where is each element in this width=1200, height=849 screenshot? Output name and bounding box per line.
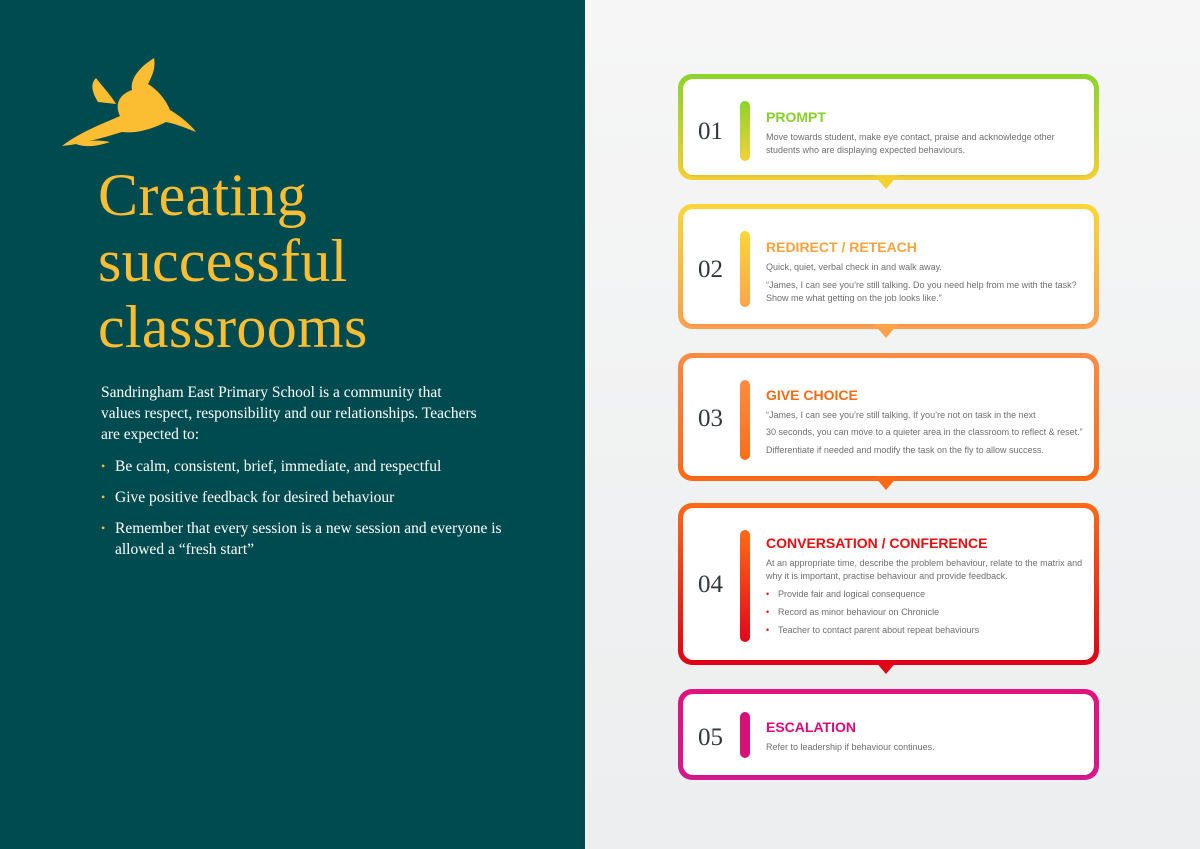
bullet-dot-icon: •: [766, 625, 770, 635]
step-pointer: [874, 476, 898, 490]
step-title: ESCALATION: [766, 719, 856, 735]
step-title: GIVE CHOICE: [766, 387, 858, 403]
step-number: 03: [698, 405, 723, 432]
bullet-dot-icon: •: [101, 459, 106, 473]
step-number: 02: [698, 256, 723, 283]
step-number: 04: [698, 571, 723, 598]
step-number: 05: [698, 724, 723, 751]
list-item: [766, 606, 1084, 619]
step-card-conversation: [678, 503, 1099, 665]
step-card-escalation: [678, 689, 1099, 780]
title-line: classrooms: [98, 294, 368, 360]
step-accent-bar: [740, 712, 750, 758]
intro-text: Sandringham East Primary School is a community that values respect, responsibility and our relationships. Teachers are expected to:: [101, 384, 477, 443]
step-card-redirect: [678, 204, 1099, 329]
list-item: [101, 456, 521, 477]
step-text: Differentiate if needed and modify the task on the fly to allow success.: [766, 445, 1044, 455]
bullet-dot-icon: •: [766, 607, 770, 617]
step-text: Move towards student, make eye contact, praise and acknowledge other students who are displaying expected behaviours.: [766, 132, 1055, 155]
step-title: REDIRECT / RETEACH: [766, 239, 917, 255]
bullet-dot-icon: •: [101, 490, 106, 504]
step-sub-list: [766, 588, 1084, 637]
step-title: CONVERSATION / CONFERENCE: [766, 535, 988, 551]
step-card-give-choice: [678, 353, 1099, 481]
step-accent-bar: [740, 530, 750, 642]
step-pointer: [874, 660, 898, 674]
step-card-prompt: [678, 74, 1099, 180]
list-item-text: Record as minor behaviour on Chronicle: [778, 607, 940, 617]
list-item-text: Teacher to contact parent about repeat behaviours: [778, 625, 980, 635]
list-item: [101, 487, 521, 508]
step-text: “James, I can see you’re still talking. Do you need help from me with the task? Show me what getting on the job looks like.”: [766, 280, 1077, 303]
step-text: Refer to leadership if behaviour continues.: [766, 742, 935, 752]
bullet-dot-icon: •: [101, 521, 106, 535]
list-item-text: Give positive feedback for desired behaviour: [115, 489, 395, 506]
bird-icon: [58, 54, 198, 154]
title-line: successful: [98, 228, 348, 294]
step-number: 01: [698, 118, 723, 145]
expectations-list: [101, 456, 521, 570]
step-text: At an appropriate time, describe the problem behaviour, relate to the matrix and why it is important, practise behaviour and provide feedback.: [766, 558, 1083, 581]
list-item-text: Provide fair and logical consequence: [778, 589, 926, 599]
step-text: 30 seconds, you can move to a quieter area in the classroom to reflect & reset.”: [766, 427, 1083, 437]
step-title: PROMPT: [766, 109, 826, 125]
step-text: Quick, quiet, verbal check in and walk away.: [766, 262, 942, 272]
step-accent-bar: [740, 101, 750, 161]
step-accent-bar: [740, 231, 750, 307]
title-line: Creating: [98, 162, 308, 228]
page-title: [98, 162, 368, 360]
step-text: “James, I can see you’re still talking. If you’re not on task in the next: [766, 410, 1036, 420]
list-item: [766, 588, 1084, 601]
bullet-dot-icon: •: [766, 589, 770, 599]
list-item-text: Be calm, consistent, brief, immediate, and respectful: [115, 458, 442, 475]
step-accent-bar: [740, 380, 750, 460]
step-pointer: [874, 324, 898, 338]
list-item: [766, 624, 1084, 637]
list-item-text: Remember that every session is a new session and everyone is allowed a “fresh start”: [115, 520, 502, 558]
intro-panel: [0, 0, 585, 849]
step-pointer: [874, 175, 898, 189]
list-item: [101, 518, 521, 560]
